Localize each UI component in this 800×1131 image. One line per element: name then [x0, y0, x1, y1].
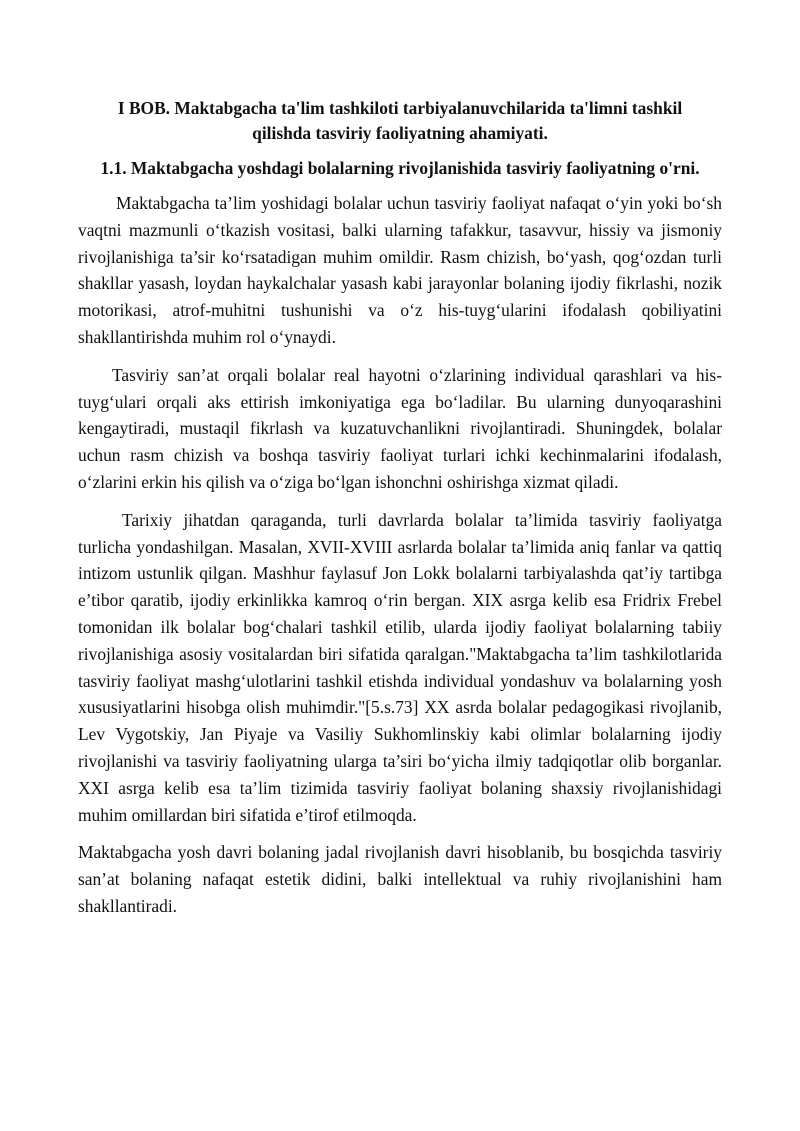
chapter-title-line-1: I BOB. Maktabgacha ta'lim tashkiloti tarbiyalanuvchilarida ta'limni tashkil	[117, 98, 683, 118]
section-title: 1.1. Maktabgacha yoshdagi bolalarning rivojlanishida tasviriy faoliyatning o'rni.	[100, 158, 700, 178]
chapter-title-line-2: qilishda tasviriy faoliyatning ahamiyati.	[252, 123, 548, 143]
chapter-title	[78, 96, 722, 146]
paragraph-3: Tarixiy jihatdan qaraganda, turli davrlarda bolalar ta’limida tasviriy faoliyatga turlicha yondashilgan. Masalan, XVII-XVIII asrlarda bolalar ta’limida aniq fanlar va qattiq intizom ustunlik qilgan. Mashhur faylasuf Jon Lokk bolalarni tarbiyalashda qat’iy tartibga e’tibor qaratib, ijodiy erkinlikka kamroq o‘rin bergan. XIX asrga kelib esa Fridrix Frebel tomonidan ilk bolalar bog‘chalari tashkil etilib, ularda ijodiy faoliyat bolalarning tabiiy rivojlanishiga asosiy vositalardan biri sifatida qaralgan."Maktabgacha ta’lim tashkilotlarida tasviriy faoliyat mashg‘ulotlarini tashkil etishda individual yondashuv va bolalarning yosh xususiyatlarini hisobga olish muhimdir."[5.s.73] XX asrda bolalar pedagogikasi rivojlanib, Lev Vygotskiy, Jan Piyaje va Vasiliy Sukhomlinskiy kabi olimlar bolalarning ijodiy rivojlanishi va tasviriy faoliyatning ularga ta’siri bo‘yicha ilmiy tadqiqotlar olib borganlar. XXI asrga kelib esa ta’lim tizimida tasviriy faoliyat bolaning shaxsiy rivojlanishidagi muhim omillardan biri sifatida e’tirof etilmoqda.	[78, 509, 722, 825]
paragraph-4: Maktabgacha yosh davri bolaning jadal rivojlanish davri hisoblanib, bu bosqichda tasviriy san’at bolaning nafaqat estetik didini, balki intellektual va ruhiy rivojlanishini ham shakllantiradi.	[78, 842, 722, 916]
paragraph-1: Maktabgacha ta’lim yoshidagi bolalar uchun tasviriy faoliyat nafaqat o‘yin yoki bo‘sh vaqtni mazmunli o‘tkazish vositasi, balki ularning tafakkur, tasavvur, hissiy va jismoniy rivojlanishiga ta’sir ko‘rsatadigan muhim omildir. Rasm chizish, bo‘yash, qog‘ozdan turli shakllar yasash, loydan haykalchalar yasash kabi jarayonlar bolaning ijodiy fikrlashi, nozik motorikasi, atrof-muhitni tushunishi va o‘z his-tuyg‘ularini ifodalash qobiliyatini shakllantirishda muhim rol o‘ynaydi.	[78, 193, 722, 347]
document-page	[78, 96, 722, 920]
paragraph-2: Tasviriy san’at orqali bolalar real hayotni o‘zlarining individual qarashlari va his-tuyg‘ulari orqali aks ettirish imkoniyatiga ega bo‘ladilar. Bu ularning dunyoqarashini kengaytiradi, mustaqil fikrlash va kuzatuvchanlikni rivojlantiradi. Shuningdek, bolalar uchun rasm chizish va boshqa tasviriy faoliyat turlari ichki kechinmalarini ifodalash, o‘zlarini erkin his qilish va o‘ziga bo‘lgan ishonchni oshirishga xizmat qiladi.	[78, 364, 722, 492]
